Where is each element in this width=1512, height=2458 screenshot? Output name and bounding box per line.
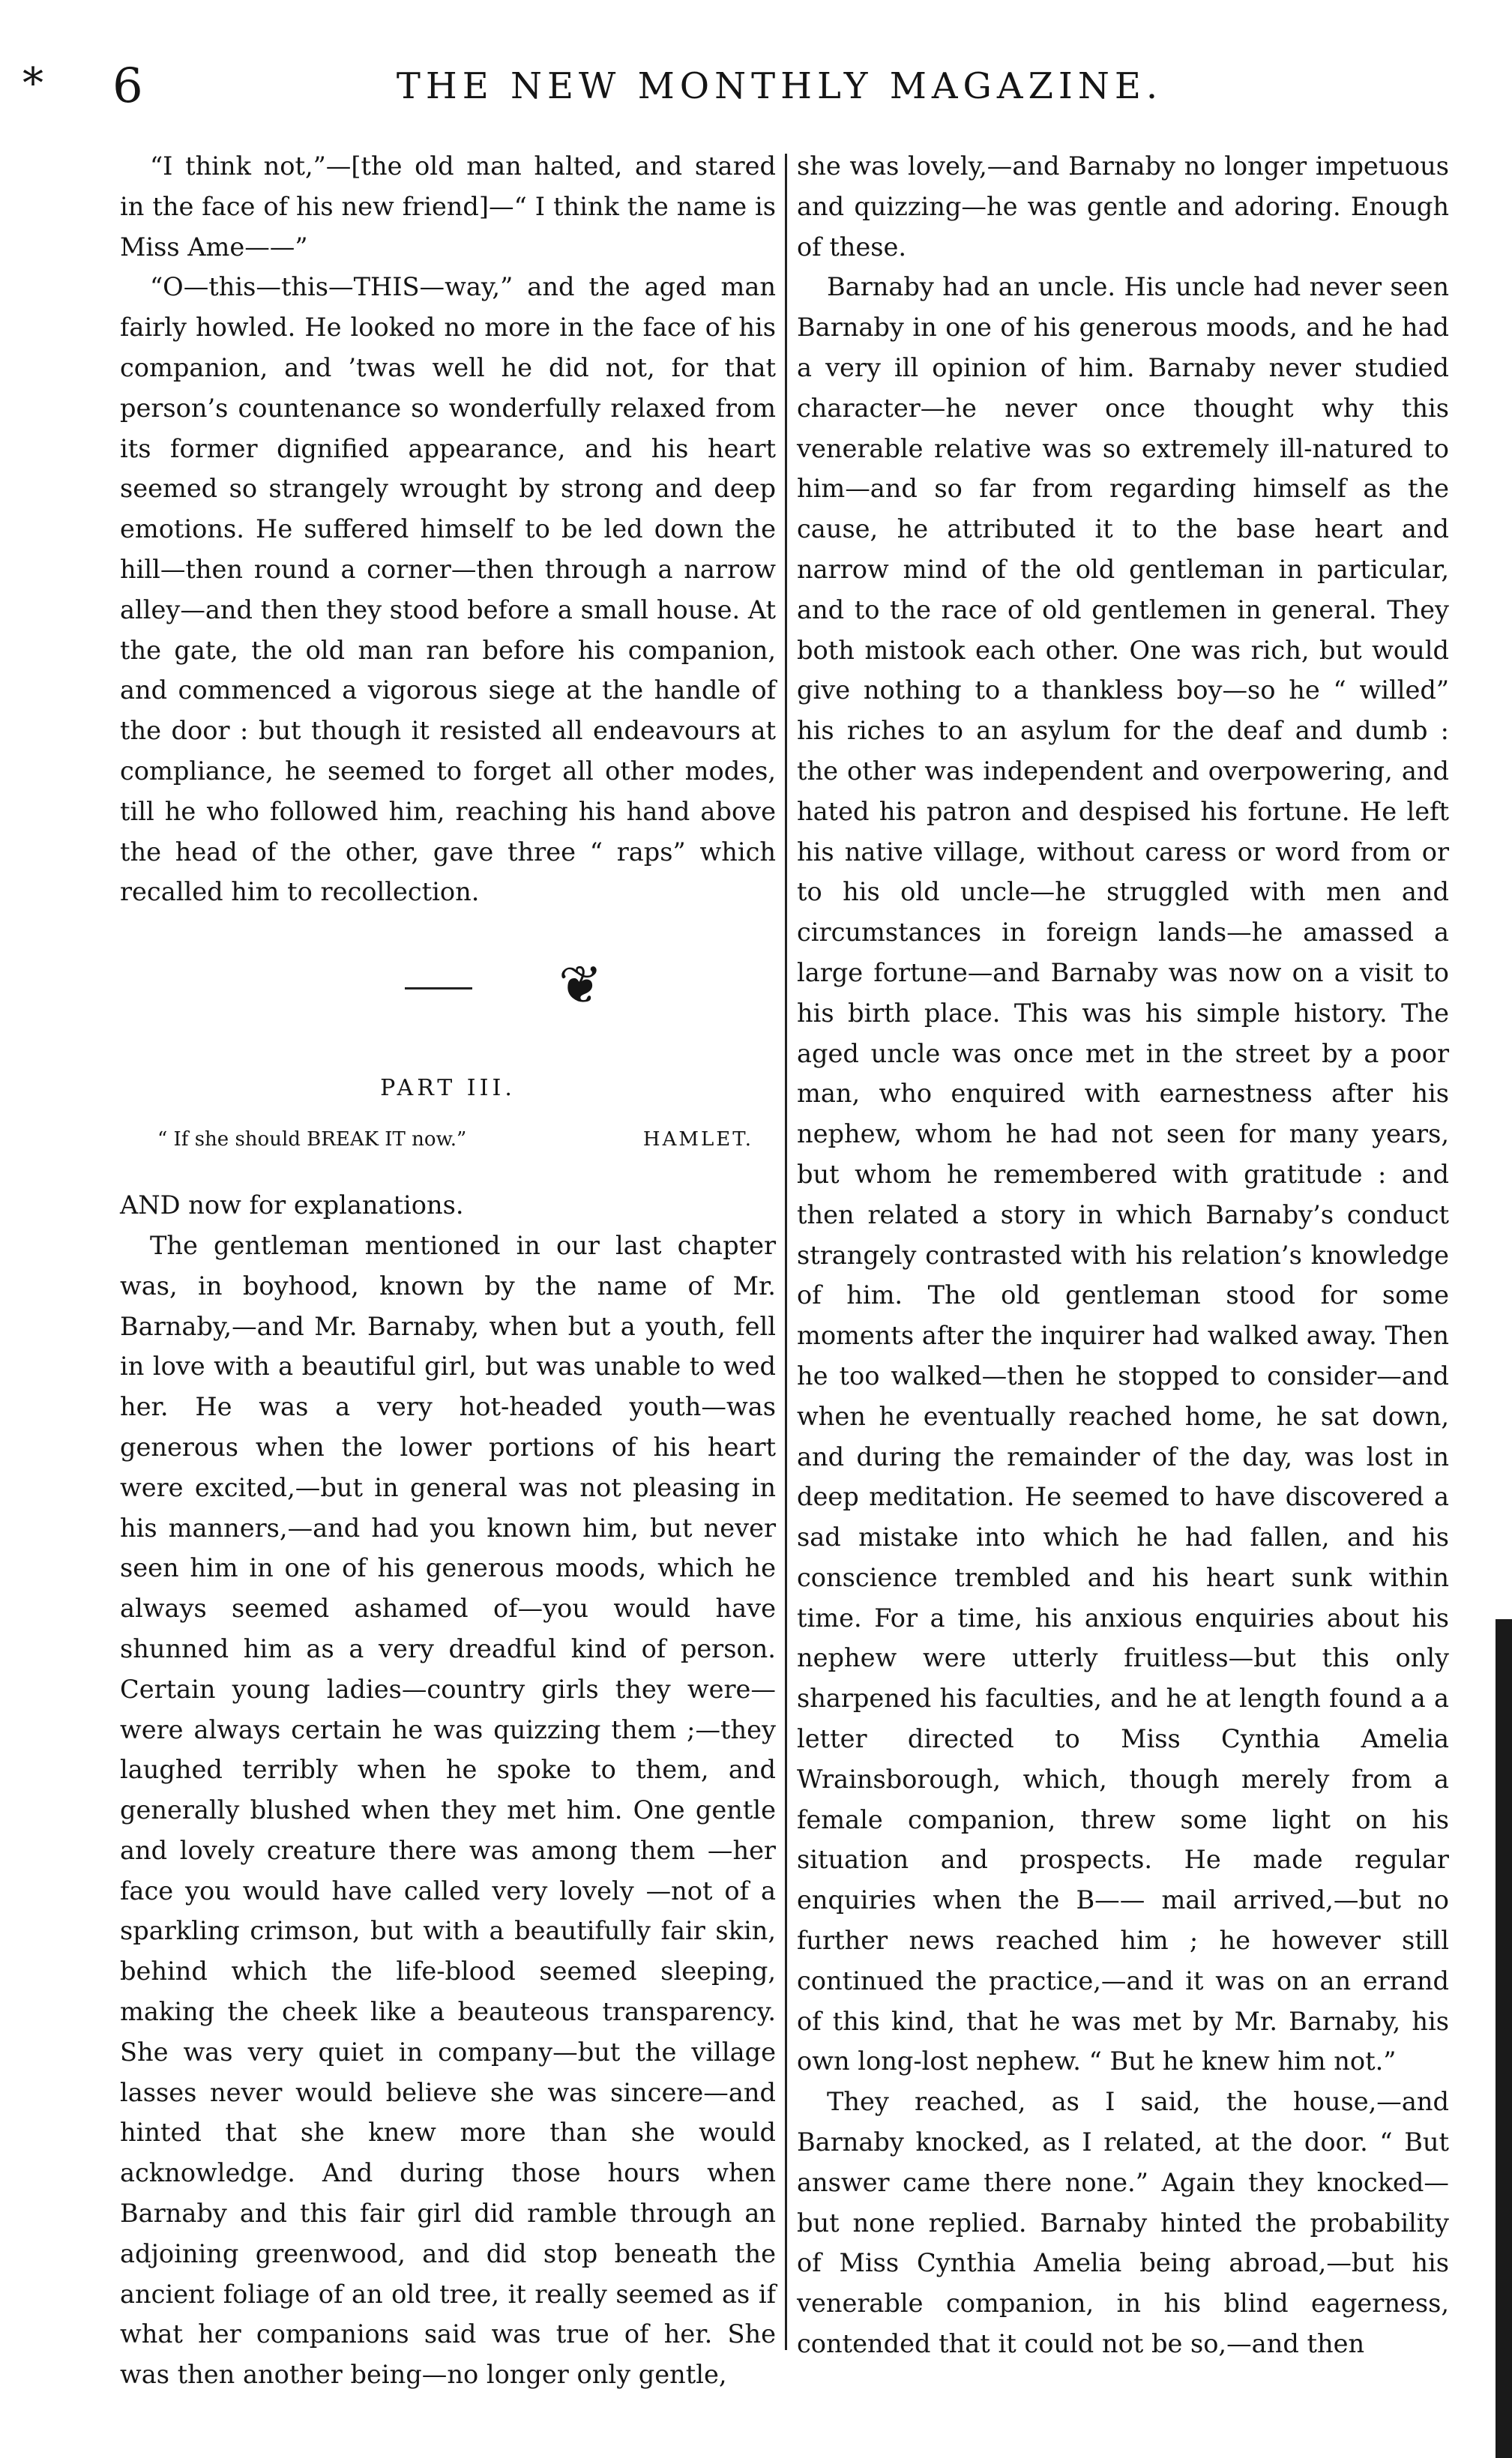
part-heading: PART III.: [380, 1075, 516, 1102]
paragraph: Barnaby had an uncle. His uncle had never seen Barnaby in one of his generous moods, and he had a very ill opinion of him. Barnaby never studied character—he never once thought why this venerable relative was so extremely ill-natured to him—and so far from regarding himself as the cause, he attributed it to the base heart and narrow mind of the old gentleman in particular, and to the race of old gentlemen in general. They both mistook each other. One was rich, but would give nothing to a thankless boy—so he “ willed” his riches to an asylum for the deaf and dumb : the other was independent and overpowering, and hated his patron and despised his fortune. He left his native village, without caress or word from or to his old uncle—he struggled with men and circumstances in foreign lands—he amassed a large fortune—and Barnaby was now on a visit to his birth place. This was his simple history. The aged uncle was once met in the street by a poor man, who enquired with earnestness after his nephew, whom he had not seen for many years, but whom he remembered with gratitude : and then related a story in which Barnaby’s conduct strangely contrasted with his relation’s knowledge of him. The old gentleman stood for some moments after the inquirer had walked away. Then he too walked—then he stopped to consider—and when he eventually reached home, he sat down, and during the remainder of the day, was lost in deep meditation. He seemed to have discovered a sad mistake into which he had fallen, and his conscience trembled and his heart sunk within time. For a time, his anxious enquiries about his nephew were utterly fruitless—but this only sharpened his faculties, and he at length found a a letter directed to Miss Cynthia Amelia Wrainsborough, which, though merely from a female companion, threw some light on his situation and prospects. He made regular enquiries when the B—— mail arrived,—but no further news reached him ; he however still continued the practice,—and it was on an errand of this kind, that he was met by Mr. Barnaby, his own long-lost nephew. “ But he knew him not.”: [797, 272, 1449, 2076]
page-header: [22, 45, 1447, 127]
opening-line: AND now for explanations.: [120, 1190, 464, 1220]
section-divider: [120, 942, 776, 1070]
printer-ornament-icon: ❦: [558, 954, 603, 1016]
divider-rule: [405, 987, 472, 989]
right-column: [797, 146, 1449, 2418]
running-head: THE NEW MONTHLY MAGAZINE.: [396, 65, 1163, 107]
paragraph: The gentleman mentioned in our last chapter was, in boyhood, known by the name of Mr. Barnaby,—and Mr. Barnaby, when but a youth, fell in love with a beautiful girl, but was unable to wed her. He was a very hot-headed youth—was generous when the lower portions of his heart were excited,—but in general was not pleasing in his manners,—and had you known him, but never seen him in one of his generous moods, which he always seemed ashamed of—you would have shunned him as a very dreadful kind of person. Certain young ladies—country girls they were—were always certain he was quizzing them ;—they laughed terribly when he spoke to them, and generally blushed when they met him. One gentle and lovely creature there was among them —her face you would have called very lovely —not of a sparkling crimson, but with a beautifully fair skin, behind which the life-blood seemed sleeping, making the cheek like a beauteous transparency. She was very quiet in company—but the village lasses never would believe she was sincere—and hinted that she knew more than she would acknowledge. And during those hours when Barnaby and this fair girl did ramble through an adjoining greenwood, and did stop beneath the ancient foliage of an old tree, it really seemed as if what her companions said was true of her. She was then another being—no longer only gentle,: [120, 1230, 776, 2390]
page-edge-shadow: [1496, 1619, 1512, 2458]
epigraph-quote: “ If she should BREAK IT now.”: [157, 1128, 467, 1151]
paragraph: They reached, as I said, the house,—and Barnaby knocked, as I related, at the door. “ But answer came there none.” Again they knocked—but none replied. Barnaby hinted the probability of Miss Cynthia Amelia being abroad,—but his venerable companion, in his blind eagerness, contended that it could not be so,—and then: [797, 2087, 1449, 2359]
page-number: 6: [112, 58, 143, 114]
left-column: [120, 146, 776, 2418]
paragraph: “I think not,”—[the old man halted, and stared in the face of his new friend]—“ I think the name is Miss Ame——”: [120, 151, 776, 262]
paragraph: she was lovely,—and Barnaby no longer impetuous and quizzing—he was gentle and adoring. Enough of these.: [797, 151, 1449, 262]
paragraph: “O—this—this—THIS—way,” and the aged man fairly howled. He looked no more in the face of his companion, and ’twas well he did not, for that person’s countenance so wonderfully relaxed from its former dignified appearance, and his heart seemed so strangely wrought by strong and deep emotions. He suffered himself to be led down the hill—then round a corner—then through a narrow alley—and then they stood before a small house. At the gate, the old man ran before his companion, and commenced a vigorous siege at the handle of the door : but though it resisted all endeavours at compliance, he seemed to forget all other modes, till he who followed him, reaching his hand above the head of the other, gave three “ raps” which recalled him to recollection.: [120, 272, 776, 907]
epigraph: [120, 1121, 776, 1158]
margin-star-mark: *: [22, 59, 43, 108]
column-rule: [785, 154, 787, 2350]
epigraph-source: HAMLET.: [642, 1128, 753, 1151]
